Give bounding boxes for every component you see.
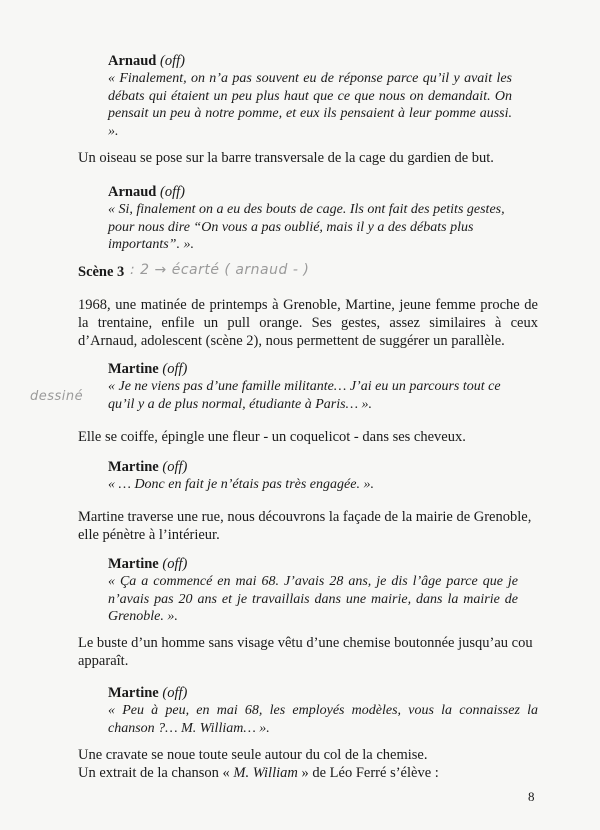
action-text-part: Un extrait de la chanson « [78, 765, 234, 781]
speaker-line [108, 684, 187, 702]
speaker-name: Arnaud [108, 184, 157, 200]
speaker-tag: (off) [162, 556, 188, 572]
speaker-name: Martine [108, 556, 159, 572]
speaker-tag: (off) [159, 184, 185, 200]
speaker-name: Martine [108, 685, 159, 701]
action-text: Elle se coiffe, épingle une fleur - un coquelicot - dans ses cheveux. [78, 429, 466, 445]
song-title: M. William [233, 765, 298, 781]
action-text: Un oiseau se pose sur la barre transversale de la cage du gardien de but. [78, 150, 494, 166]
dialog-text: « Je ne viens pas d’une famille militante… J’ai eu un parcours tout ce qu’il y a de plus normal, étudiante à Paris… ». [108, 379, 501, 412]
speaker-line [108, 360, 187, 378]
speaker-tag: (off) [162, 361, 188, 377]
dialog-text: « Si, finalement on a eu des bouts de cage. Ils ont fait des petits gestes, pour nous dire “On vous a pas oublié, mais il y a des débats plus importants”. ». [108, 202, 505, 253]
action-text: Martine traverse une rue, nous découvrons la façade de la mairie de Grenoble, elle pénètre à l’intérieur. [78, 509, 532, 543]
speaker-name: Martine [108, 459, 159, 475]
speaker-line [108, 52, 185, 70]
action-text: Une cravate se noue toute seule autour du col de la chemise. [78, 747, 428, 763]
action-text [78, 764, 538, 782]
dialog-text: « Finalement, on n’a pas souvent eu de réponse parce qu’il y avait les débats qui étaient un peu plus haut que ce que nous on demandait. On pensait un peu à notre pomme, et eux ils pensaient à leur pomme aussi. ». [108, 71, 512, 139]
scene-handwritten-note: : 2 → écarté ( arnaud - ) [130, 262, 310, 278]
speaker-name: Arnaud [108, 53, 157, 69]
speaker-name: Martine [108, 361, 159, 377]
speaker-tag: (off) [159, 53, 185, 69]
action-text: 1968, une matinée de printemps à Grenoble, Martine, jeune femme proche de la trentaine, enfile un pull orange. Ses gestes, assez similaires à ceux d’Arnaud, adolescent (scène 2), nous permettent de suggérer un parallèle. [78, 297, 538, 349]
speaker-tag: (off) [162, 685, 188, 701]
dialog-text: « … Donc en fait je n’étais pas très engagée. ». [108, 477, 374, 492]
dialog-text: « Ça a commencé en mai 68. J’avais 28 ans, je dis l’âge parce que je n’avais pas 20 ans et je travaillais dans une mairie, dans la mairie de Grenoble. ». [108, 574, 518, 625]
action-text-part: » de Léo Ferré s’élève : [297, 765, 439, 781]
page-number: 8 [528, 789, 535, 804]
margin-handwritten-note: dessiné [30, 389, 84, 404]
speaker-line [108, 458, 187, 476]
action-text: Le buste d’un homme sans visage vêtu d’une chemise boutonnée jusqu’au cou apparaît. [78, 635, 533, 669]
scene-heading: Scène 3 [78, 264, 125, 280]
dialog-text: « Peu à peu, en mai 68, les employés modèles, vous la connaissez la chanson ?… M. William… ». [108, 703, 538, 736]
speaker-tag: (off) [162, 459, 188, 475]
speaker-line [108, 555, 187, 573]
speaker-line [108, 183, 185, 201]
